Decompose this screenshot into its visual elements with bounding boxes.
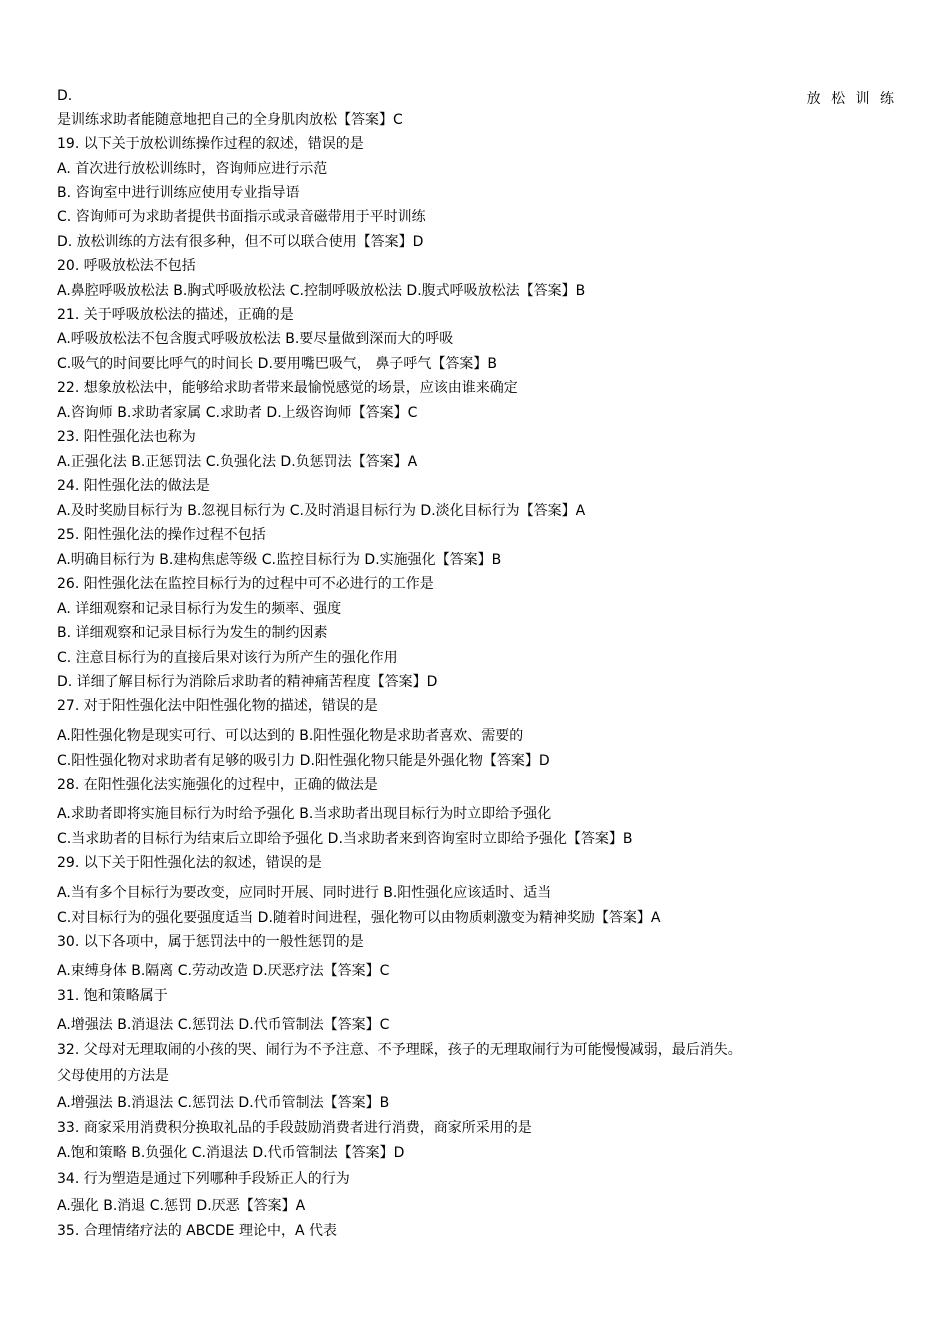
text-line: C.对目标行为的强化要强度适当 D.随着时间进程，强化物可以由物质刺激变为精神奖励【答案】A	[57, 910, 661, 926]
text-line: 20. 呼吸放松法不包括	[57, 258, 196, 274]
text-line: 27. 对于阳性强化法中阳性强化物的描述，错误的是	[57, 698, 378, 714]
text-line: 23. 阳性强化法也称为	[57, 429, 196, 445]
text-line: C.吸气的时间要比呼气的时间长 D.要用嘴巴吸气， 鼻子呼气【答案】B	[57, 356, 497, 372]
text-line: A.束缚身体 B.隔离 C.劳动改造 D.厌恶疗法【答案】C	[57, 963, 390, 979]
text-line: 是训练求助者能随意地把自己的全身肌肉放松【答案】C	[57, 112, 403, 128]
text-line: 父母使用的方法是	[57, 1068, 169, 1084]
text-line: 31. 饱和策略属于	[57, 988, 168, 1004]
text-line: 25. 阳性强化法的操作过程不包括	[57, 527, 266, 543]
text-line: A.正强化法 B.正惩罚法 C.负强化法 D.负惩罚法【答案】A	[57, 454, 418, 470]
text-line: A.阳性强化物是现实可行、可以达到的 B.阳性强化物是求助者喜欢、需要的	[57, 728, 524, 744]
text-line: A.明确目标行为 B.建构焦虑等级 C.监控目标行为 D.实施强化【答案】B	[57, 552, 502, 568]
text-line: A.饱和策略 B.负强化 C.消退法 D.代币管制法【答案】D	[57, 1145, 405, 1161]
text-line: A.鼻腔呼吸放松法 B.胸式呼吸放松法 C.控制呼吸放松法 D.腹式呼吸放松法【答案】B	[57, 283, 586, 299]
text-line: A.咨询师 B.求助者家属 C.求助者 D.上级咨询师【答案】C	[57, 405, 418, 421]
text-line: 28. 在阳性强化法实施强化的过程中，正确的做法是	[57, 777, 378, 793]
text-line: D. 详细了解目标行为消除后求助者的精神痛苦程度【答案】D	[57, 674, 438, 690]
text-line: C.当求助者的目标行为结束后立即给予强化 D.当求助者来到咨询室时立即给予强化【答案】B	[57, 831, 633, 847]
text-line: 22. 想象放松法中，能够给求助者带来最愉悦感觉的场景，应该由谁来确定	[57, 380, 518, 396]
text-line: C.阳性强化物对求助者有足够的吸引力 D.阳性强化物只能是外强化物【答案】D	[57, 753, 550, 769]
text-line: 35. 合理情绪疗法的 ABCDE 理论中，A 代表	[57, 1223, 337, 1239]
text-line: 26. 阳性强化法在监控目标行为的过程中可不必进行的工作是	[57, 576, 434, 592]
text-line: B. 详细观察和记录目标行为发生的制约因素	[57, 625, 328, 641]
text-line: 19. 以下关于放松训练操作过程的叙述，错误的是	[57, 136, 364, 152]
text-line: A.及时奖励目标行为 B.忽视目标行为 C.及时消退目标行为 D.淡化目标行为【答案】A	[57, 503, 586, 519]
document-page	[57, 86, 897, 1239]
text-line: C. 咨询师可为求助者提供书面指示或录音磁带用于平时训练	[57, 209, 426, 225]
text-line: B. 咨询室中进行训练应使用专业指导语	[57, 185, 300, 201]
first-line	[57, 86, 897, 106]
text-line: A.呼吸放松法不包含腹式呼吸放松法 B.要尽量做到深而大的呼吸	[57, 331, 454, 347]
text-line: 29. 以下关于阳性强化法的叙述，错误的是	[57, 855, 322, 871]
text-line: 32. 父母对无理取闹的小孩的哭、闹行为不予注意、不予理睬，孩子的无理取闹行为可能慢慢减弱，最后消失。	[57, 1042, 742, 1058]
text-line: A. 详细观察和记录目标行为发生的频率、强度	[57, 601, 342, 617]
first-line-left: D.	[57, 88, 73, 104]
text-line: 34. 行为塑造是通过下列哪种手段矫正人的行为	[57, 1171, 350, 1187]
text-line: A.求助者即将实施目标行为时给予强化 B.当求助者出现目标行为时立即给予强化	[57, 806, 552, 822]
text-line: 30. 以下各项中，属于惩罚法中的一般性惩罚的是	[57, 934, 364, 950]
text-line: C. 注意目标行为的直接后果对该行为所产生的强化作用	[57, 650, 398, 666]
text-line: A. 首次进行放松训练时，咨询师应进行示范	[57, 161, 328, 177]
text-line: A.强化 B.消退 C.惩罚 D.厌恶【答案】A	[57, 1198, 306, 1214]
text-line: 33. 商家采用消费积分换取礼品的手段鼓励消费者进行消费，商家所采用的是	[57, 1120, 532, 1136]
text-line: 21. 关于呼吸放松法的描述，正确的是	[57, 307, 294, 323]
text-line: A.增强法 B.消退法 C.惩罚法 D.代币管制法【答案】C	[57, 1017, 390, 1033]
text-line: A.增强法 B.消退法 C.惩罚法 D.代币管制法【答案】B	[57, 1095, 390, 1111]
first-line-right: 放 松 训 练	[806, 91, 897, 107]
text-line: A.当有多个目标行为要改变，应同时开展、同时进行 B.阳性强化应该适时、适当	[57, 885, 552, 901]
text-line: 24. 阳性强化法的做法是	[57, 478, 210, 494]
text-line: D. 放松训练的方法有很多种，但不可以联合使用【答案】D	[57, 234, 424, 250]
